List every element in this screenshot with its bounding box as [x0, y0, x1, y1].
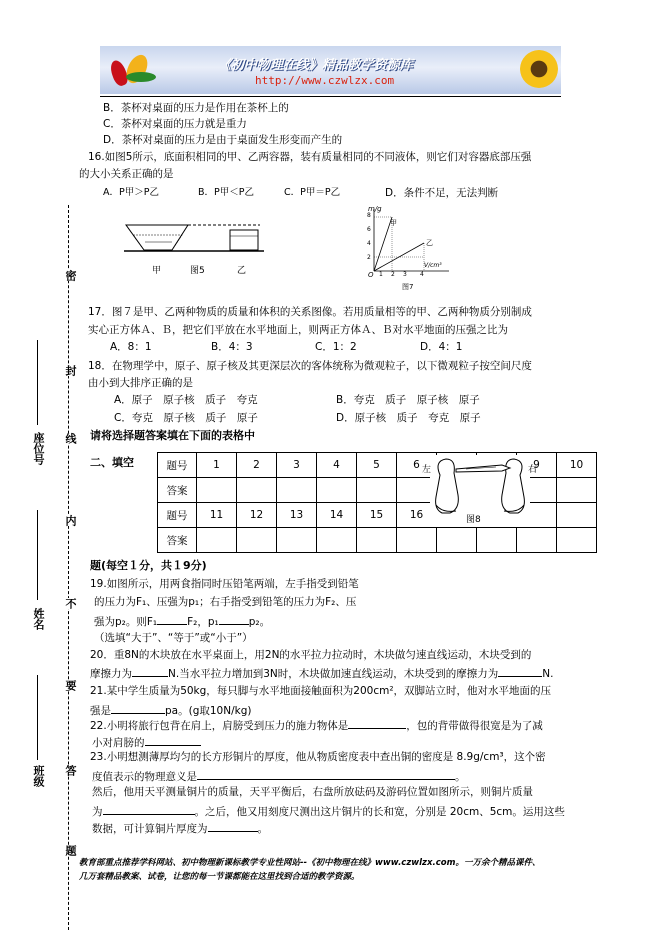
table-cell: 9 — [517, 453, 557, 478]
q23-blank-3[interactable] — [208, 820, 258, 832]
q20-line1: 20．重8N的木块放在水平桌面上，用2N的水平拉力拉动时，木块做匀速直线运动，木块受到的 — [90, 649, 532, 661]
table-cell: 1 — [197, 453, 237, 478]
q23-line5-b: 。 — [257, 823, 268, 835]
fig7-xtick-1: 1 — [379, 271, 383, 278]
class-field[interactable] — [37, 675, 38, 760]
q19-line3-b: F₂，p₁ — [187, 616, 219, 628]
fig7-x-axis-label: V/cm³ — [424, 262, 442, 269]
q15-option-b: B．茶杯对桌面的压力是作用在茶杯上的 — [103, 102, 289, 114]
q23-line2-a: 度值表示的物理意义是 — [92, 771, 197, 783]
table-header-cell: 答案 — [158, 528, 197, 553]
q15-option-c: C．茶杯对桌面的压力就是重力 — [103, 118, 247, 130]
q19-line2: 的压力为F₁、压强为p₁；右手指受到铅笔的压力为F₂、压 — [94, 596, 357, 608]
q18-option-b: B．夸克 质子 原子核 原子 — [336, 394, 480, 406]
table-cell: 4 — [317, 453, 357, 478]
banner-url[interactable]: http://www.czwlzx.com — [255, 74, 395, 87]
fig5-jia-label: 甲 — [152, 266, 162, 276]
answer-cell[interactable] — [277, 528, 317, 553]
q22-line1-b: ，包的背带做得很宽是为了减 — [406, 720, 543, 732]
fig7-ytick-2: 2 — [367, 254, 371, 261]
q19-blank-1[interactable] — [157, 613, 187, 625]
table-cell: 16 — [397, 503, 437, 528]
binding-char-nei: 内 — [64, 515, 77, 526]
q22-blank-2[interactable] — [145, 734, 201, 746]
q16-option-a: A．P甲＞P乙 — [103, 187, 159, 198]
q18-option-a: A．原子 原子核 质子 夸克 — [114, 394, 258, 406]
fig7-caption: 图7 — [402, 283, 414, 291]
answer-cell[interactable] — [437, 528, 477, 553]
q23-line4 — [92, 803, 565, 819]
table-header-cell: 题号 — [158, 453, 197, 478]
q22-line1 — [90, 717, 543, 733]
seat-number-label: 座位号 — [32, 432, 45, 465]
binding-char-ti: 题 — [64, 845, 77, 856]
answer-cell[interactable] — [197, 528, 237, 553]
q17-option-c: C．1：2 — [315, 341, 357, 353]
fig7-ytick-6: 6 — [367, 226, 371, 233]
q23-line4-b: 。之后，他又用刻度尺测出这片铜片的长和宽，分别是 20cm、5cm。运用这些 — [194, 806, 565, 818]
answer-cell[interactable] — [477, 528, 517, 553]
binding-char-bu: 不 — [64, 598, 77, 609]
table-cell: 12 — [237, 503, 277, 528]
q23-blank-1[interactable] — [197, 768, 455, 780]
q23-line5 — [92, 820, 268, 836]
class-label: 班级 — [32, 765, 45, 787]
table-row — [158, 528, 597, 553]
q22-blank-1[interactable] — [348, 717, 406, 729]
q19-line3-a: 强为p₂。则F₁ — [94, 616, 158, 628]
answer-cell[interactable] — [197, 478, 237, 503]
seat-number-field[interactable] — [37, 340, 38, 425]
answer-cell[interactable] — [397, 528, 437, 553]
fig8-caption: 图8 — [466, 515, 481, 525]
q20-blank-1[interactable] — [132, 665, 168, 677]
q21-line2 — [90, 702, 251, 718]
footer-line1: 教育部重点推荐学科网站、初中物理新课标教学专业性网站--《初中物理在线》www.czwlzx.com。一万余个精品课件、 — [79, 858, 541, 868]
fig7-xtick-3: 3 — [403, 271, 407, 278]
section2-heading: 二、填空 — [90, 456, 134, 469]
answer-cell[interactable] — [237, 528, 277, 553]
table-row — [158, 478, 597, 503]
table-cell: 2 — [237, 453, 277, 478]
q18-option-d: D．原子核 质子 夸克 原子 — [336, 412, 481, 424]
q19-blank-2[interactable] — [219, 613, 249, 625]
footer-line2: 几万套精品教案、试卷，让您的每一节课都能在这里找到合适的教学资源。 — [79, 872, 360, 882]
q19-line3 — [94, 613, 270, 629]
table-cell — [557, 503, 597, 528]
table-cell: 14 — [317, 503, 357, 528]
answer-cell[interactable] — [357, 528, 397, 553]
q18-line2: 由小到大排序正确的是 — [88, 377, 193, 389]
answer-cell[interactable] — [277, 478, 317, 503]
answer-cell[interactable] — [517, 528, 557, 553]
q23-line5-a: 数据，可计算铜片厚度为 — [92, 823, 208, 835]
answer-cell[interactable] — [357, 478, 397, 503]
binding-dashed-line — [68, 205, 69, 930]
header-rule — [100, 96, 561, 97]
answer-cell[interactable] — [317, 478, 357, 503]
fig8-right-label: 右 — [528, 465, 538, 475]
figure-5-containers — [120, 220, 270, 262]
sunflower-icon — [520, 50, 558, 88]
q15-option-d: D．茶杯对桌面的压力是由于桌面发生形变而产生的 — [103, 134, 343, 146]
q19-line4: （选填“大于”、“等于”或“小于”） — [94, 632, 253, 644]
table-cell: 13 — [277, 503, 317, 528]
q21-line1: 21.某中学生质量为50kg，每只脚与水平地面接触面积为200cm²，双脚站立时，他对水平地面的压 — [90, 685, 552, 697]
q23-line1: 23.小明想测薄厚均匀的长方形铜片的厚度，他从物质密度表中查出铜的密度是 8.9g/cm³，这个密 — [90, 751, 546, 763]
name-label: 姓名 — [32, 608, 45, 630]
q17-line2: 实心正方体Ａ、Ｂ，把它们平放在水平地面上，则两正方体Ａ、Ｂ对水平地面的压强之比为 — [88, 324, 508, 336]
section2-heading-tail: 题(每空１分，共１9分) — [90, 559, 207, 572]
binding-char-da: 答 — [64, 765, 77, 776]
table-header-cell: 题号 — [158, 503, 197, 528]
fig8-left-label: 左 — [422, 465, 432, 475]
fig7-xtick-2: 2 — [391, 271, 395, 278]
q23-line4-a: 为 — [92, 806, 103, 818]
q22-line2 — [92, 734, 201, 750]
fig7-ytick-8: 8 — [367, 212, 371, 219]
q21-line2-b: pa。(g取10N/kg) — [165, 705, 252, 717]
fig5-yi-label: 乙 — [237, 266, 247, 276]
answer-cell[interactable] — [557, 478, 597, 503]
header-banner — [100, 46, 561, 94]
answer-cell[interactable] — [317, 528, 357, 553]
q17-line1: 17．图７是甲、乙两种物质的质量和体积的关系图像。若用质量相等的甲、乙两种物质分别制成 — [88, 306, 532, 318]
q16-option-b: B．P甲＜P乙 — [198, 187, 254, 198]
binding-char-feng: 封 — [64, 365, 77, 376]
q16-stem-line2: 的大小关系正确的是 — [79, 168, 174, 180]
q18-line1: 18．在物理学中，原子、原子核及其更深层次的客体统称为微观粒子，以下微观粒子按空间尺度 — [88, 360, 532, 372]
table-cell: 3 — [277, 453, 317, 478]
q17-option-d: D．4：1 — [420, 341, 463, 353]
q19-line1: 19.如图所示，用两食指同时压铅笔两端，左手指受到铅笔 — [90, 578, 359, 590]
table-row — [158, 503, 597, 528]
table-cell: 5 — [357, 453, 397, 478]
q17-option-a: A．8：1 — [110, 341, 152, 353]
fig5-caption: 图5 — [190, 266, 205, 276]
table-header-cell: 答案 — [158, 478, 197, 503]
q20-blank-2[interactable] — [498, 665, 542, 677]
binding-char-yao: 要 — [64, 680, 77, 691]
fig7-jia-label: 甲 — [390, 219, 397, 227]
answer-cell[interactable] — [237, 478, 277, 503]
logo-icon-leaf — [126, 72, 156, 82]
fig7-ytick-4: 4 — [367, 240, 371, 247]
q20-line2-c: N. — [542, 668, 554, 680]
table-cell: 11 — [197, 503, 237, 528]
answer-table-instruction: 请将选择题答案填在下面的表格中 — [90, 429, 255, 442]
q21-line2-a: 强是 — [90, 705, 111, 717]
q20-line2-b: N.当水平拉力增加到3N时，木块做加速直线运动，木块受到的摩擦力为 — [168, 668, 499, 680]
table-cell: 6 — [397, 453, 437, 478]
q21-blank[interactable] — [111, 702, 165, 714]
q23-line3: 然后，他用天平测量铜片的质量，天平平衡后，右盘所放砝码及游码位置如图所示，则铜片质量 — [92, 786, 533, 798]
q16-stem-line1: 16.如图5所示，底面积相同的甲、乙两容器，装有质量相同的不同液体，则它们对容器底部压强 — [88, 151, 532, 163]
binding-char-xian: 线 — [64, 433, 77, 444]
table-cell: 10 — [557, 453, 597, 478]
fig7-xtick-4: 4 — [420, 271, 424, 278]
fig7-yi-label: 乙 — [426, 239, 433, 247]
q22-line1-a: 22.小明将旅行包背在肩上，肩膀受到压力的施力物体是 — [90, 720, 349, 732]
q16-option-d: D．条件不足，无法判断 — [385, 187, 499, 199]
q17-option-b: B．4：3 — [211, 341, 253, 353]
q16-option-c: C．P甲＝P乙 — [284, 187, 341, 198]
q20-line2-a: 摩擦力为 — [90, 668, 132, 680]
q19-line3-c: p₂。 — [248, 616, 271, 628]
figure-7-graph — [364, 205, 456, 285]
answer-cell[interactable] — [557, 528, 597, 553]
banner-title: 《初中物理在线》精品教学资源库 — [218, 58, 414, 73]
q22-line2-text: 小对肩膀的 — [92, 737, 145, 749]
name-field[interactable] — [37, 510, 38, 600]
q23-blank-2[interactable] — [103, 803, 195, 815]
table-cell: 15 — [357, 503, 397, 528]
q18-option-c: C．夸克 原子核 质子 原子 — [114, 412, 258, 424]
q20-line2 — [90, 665, 553, 681]
fig7-y-axis-label: m/g — [368, 205, 382, 213]
binding-char-mi: 密 — [64, 270, 77, 281]
fig7-origin: O — [368, 271, 374, 279]
q23-line2 — [92, 768, 466, 784]
q23-line2-b: 。 — [455, 771, 466, 783]
